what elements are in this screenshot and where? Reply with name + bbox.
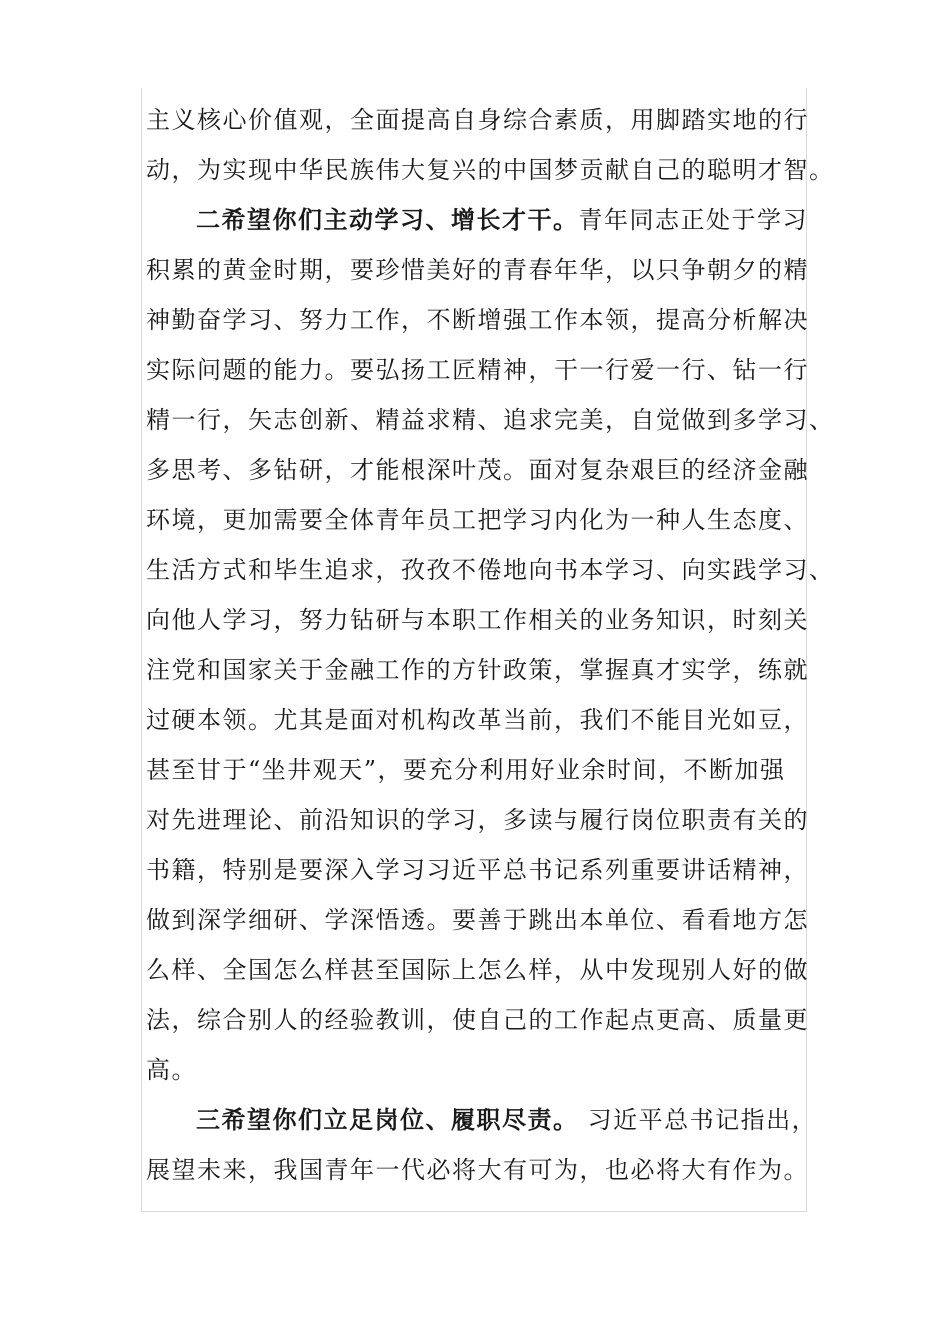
text-line: 甚至甘于“坐井观天”，要充分利用好业余时间，不断加强: [146, 756, 786, 784]
text-run: 青年同志正处于学习: [578, 206, 808, 234]
text-run: 习近平总书记指出，: [578, 1106, 818, 1134]
text-line: 书籍，特别是要深入学习习近平总书记系列重要讲话精神，: [146, 856, 809, 884]
text-line: [146, 195, 808, 245]
text-line: 精一行，矢志创新、精益求精、追求完美，自觉做到多学习、: [146, 406, 835, 434]
paragraph-1: [146, 95, 835, 195]
text-line: 多思考、多钻研，才能根深叶茂。面对复杂艰巨的经济金融: [146, 456, 809, 484]
text-line: 展望未来，我国青年一代必将大有可为，也必将大有作为。: [146, 1156, 809, 1184]
text-line: 么样、全国怎么样甚至国际上怎么样，从中发现别人好的做: [146, 956, 809, 984]
document-body: [146, 95, 835, 1195]
text-line: 过硬本领。尤其是面对机构改革当前，我们不能目光如豆，: [146, 706, 809, 734]
text-line: 实际问题的能力。要弘扬工匠精神，干一行爱一行、钻一行: [146, 356, 809, 384]
paragraph-heading: 三希望你们立足岗位、履职尽责。: [196, 1105, 579, 1134]
text-line: 对先进理论、前沿知识的学习，多读与履行岗位职责有关的: [146, 806, 809, 834]
paragraph-2: [146, 195, 835, 1095]
text-line: 向他人学习，努力钻研与本职工作相关的业务知识，时刻关: [146, 606, 809, 634]
text-line: 法，综合别人的经验教训，使自己的工作起点更高、质量更: [146, 1006, 809, 1034]
text-line: 高。: [146, 1056, 197, 1084]
text-line: 环境，更加需要全体青年员工把学习内化为一种人生态度、: [146, 506, 809, 534]
text-line: 积累的黄金时期，要珍惜美好的青春年华，以只争朝夕的精: [146, 256, 809, 284]
text-line: 动，为实现中华民族伟大复兴的中国梦贡献自己的聪明才智。: [146, 156, 835, 184]
text-line: 生活方式和毕生追求，孜孜不倦地向书本学习、向实践学习、: [146, 556, 835, 584]
text-line: 做到深学细研、学深悟透。要善于跳出本单位、看看地方怎: [146, 906, 809, 934]
text-line: [146, 1095, 818, 1145]
text-line: 注党和国家关于金融工作的方针政策，掌握真才实学，练就: [146, 656, 809, 684]
text-line: 神勤奋学习、努力工作，不断增强工作本领，提高分析解决: [146, 306, 809, 334]
text-line: 主义核心价值观，全面提高自身综合素质，用脚踏实地的行: [146, 106, 809, 134]
paragraph-3: [146, 1095, 818, 1195]
paragraph-heading: 二希望你们主动学习、增长才干。: [196, 205, 579, 234]
